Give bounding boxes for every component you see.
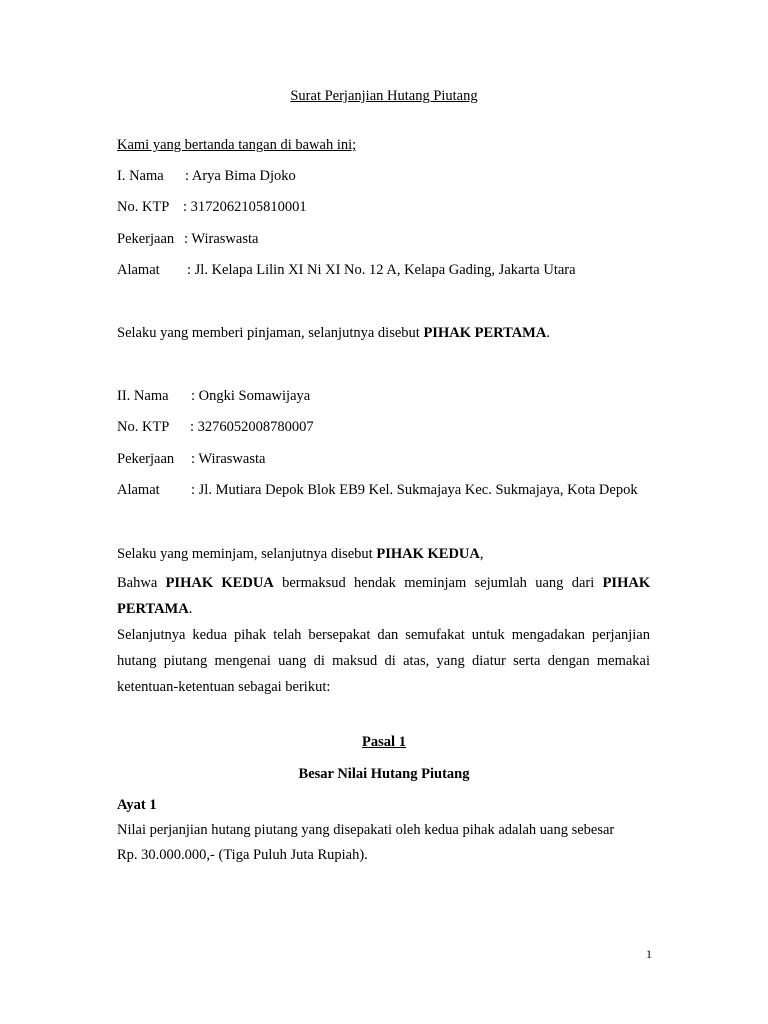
- party2-ktp-label: No. KTP: [117, 419, 170, 435]
- document-title: Surat Perjanjian Hutang Piutang: [290, 88, 478, 104]
- party1-pekerjaan-value: : Wiraswasta: [184, 231, 259, 247]
- selanjutnya-line-3: ketentuan-ketentuan sebagai berikut:: [117, 679, 331, 695]
- bahwa-word: dari: [571, 575, 595, 591]
- party2-role-text: [117, 545, 484, 563]
- party1-alamat-label: Alamat: [117, 262, 160, 278]
- party2-alamat-label: Alamat: [117, 482, 160, 498]
- bahwa-word: uang: [535, 575, 564, 591]
- party1-pekerjaan-label: Pekerjaan: [117, 231, 175, 247]
- party1-nama-label: I. Nama: [117, 168, 164, 184]
- party2-role-name: PIHAK KEDUA: [376, 546, 480, 562]
- party1-role-prefix: Selaku yang memberi pinjaman, selanjutnya disebut: [117, 325, 424, 341]
- bahwa-pihak: PIHAK: [602, 575, 651, 591]
- party1-pekerjaan-row: [117, 230, 258, 248]
- intro-text: Kami yang bertanda tangan di bawah ini;: [117, 137, 357, 153]
- ayat-1-line-1: Nilai perjanjian hutang piutang yang disepakati oleh kedua pihak adalah uang sebesar: [117, 822, 615, 838]
- party2-pekerjaan-label: Pekerjaan: [117, 451, 175, 467]
- bahwa-word: Bahwa: [117, 575, 158, 591]
- party2-nama-value: : Ongki Somawijaya: [191, 388, 311, 404]
- party2-alamat-value: : Jl. Mutiara Depok Blok EB9 Kel. Sukmajaya Kec. Sukmajaya, Kota Depok: [191, 482, 638, 498]
- selanjutnya-line-2: hutang piutang mengenai uang di maksud di atas, yang diatur serta dengan memakai: [117, 653, 650, 669]
- bahwa-line-2: [117, 600, 192, 618]
- ayat-1-heading: Ayat 1: [117, 797, 157, 813]
- party1-ktp-row: [117, 198, 307, 216]
- party2-pekerjaan-row: [117, 450, 265, 468]
- party2-nama-row: [117, 387, 310, 405]
- party2-alamat-row: [117, 481, 638, 499]
- party2-ktp-row: [117, 418, 314, 436]
- bahwa-pihak-kedua: PIHAK KEDUA: [165, 575, 274, 591]
- ayat-1-line-2: Rp. 30.000.000,- (Tiga Puluh Juta Rupiah).: [117, 847, 368, 863]
- party1-role-suffix: .: [546, 325, 550, 341]
- party1-nama-row: [117, 167, 296, 185]
- pasal-1-heading: Pasal 1: [362, 734, 406, 750]
- bahwa-word: sejumlah: [474, 575, 527, 591]
- party1-alamat-value: : Jl. Kelapa Lilin XI Ni XI No. 12 A, Kelapa Gading, Jakarta Utara: [187, 262, 576, 278]
- bahwa-line-2-suffix: .: [188, 601, 193, 617]
- party2-role-suffix: ,: [479, 546, 484, 562]
- pasal-1-subheading: Besar Nilai Hutang Piutang: [298, 766, 470, 782]
- bahwa-word: meminjam: [404, 575, 467, 591]
- party2-nama-label: II. Nama: [117, 388, 169, 404]
- party1-nama-value: : Arya Bima Djoko: [185, 168, 296, 184]
- bahwa-word: bermaksud: [282, 575, 346, 591]
- party2-role-prefix: Selaku yang meminjam, selanjutnya disebut: [117, 546, 377, 562]
- selanjutnya-line-1: Selanjutnya kedua pihak telah bersepakat dan semufakat untuk mengadakan perjanjian: [117, 627, 650, 643]
- party2-ktp-value: : 3276052008780007: [190, 419, 314, 435]
- party1-ktp-label: No. KTP: [117, 199, 170, 215]
- party1-role-name: PIHAK PERTAMA: [423, 325, 547, 341]
- party1-ktp-value: : 3172062105810001: [183, 199, 307, 215]
- page-number: 1: [646, 947, 652, 961]
- party1-alamat-row: [117, 261, 576, 279]
- party1-role-text: [117, 324, 550, 342]
- party2-pekerjaan-value: : Wiraswasta: [191, 451, 266, 467]
- bahwa-word: hendak: [354, 575, 396, 591]
- bahwa-line-1: [117, 574, 650, 592]
- bahwa-pertama: PERTAMA: [117, 601, 189, 617]
